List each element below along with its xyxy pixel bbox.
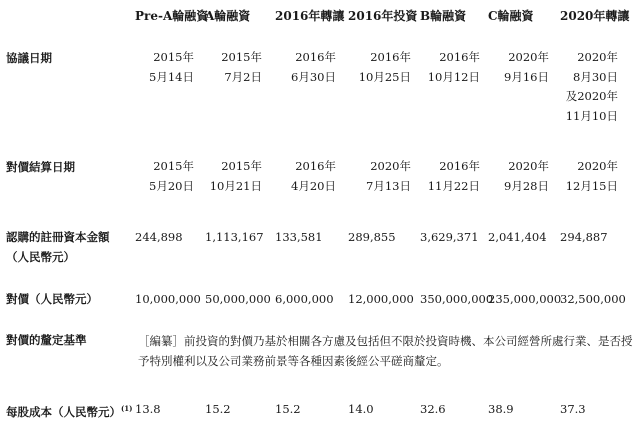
cost-per-share-pre-a: 13.8: [135, 402, 161, 416]
col-header-b: B輪融資: [420, 9, 467, 23]
col-header-2016-investment: 2016年投資: [348, 9, 418, 23]
cost-per-share-2016-transfer: 15.2: [275, 402, 301, 416]
consideration-2016-transfer: 6,000,000: [275, 292, 334, 306]
registered-capital-2020-transfer: 294,887: [560, 230, 608, 244]
registered-capital-pre-a: 244,898: [135, 230, 183, 244]
cost-per-share-a: 15.2: [205, 402, 231, 416]
consideration-c: 235,000,000: [488, 292, 562, 306]
col-header-pre-a: Pre-A輪融資: [135, 9, 209, 23]
settlement-date-b: 2016年 11月22日: [427, 159, 480, 193]
footnote-marker: (1): [121, 404, 133, 413]
consideration-2020-transfer: 32,500,000: [560, 292, 626, 306]
col-header-a: A輪融資: [205, 9, 251, 23]
agreement-date-2020-transfer: 2020年 8月30日 及2020年 11月10日: [565, 50, 618, 123]
agreement-date-a: 2015年 7月2日: [221, 50, 262, 84]
cost-per-share-b: 32.6: [420, 402, 446, 416]
col-header-2020-transfer: 2020年轉讓: [560, 9, 630, 23]
registered-capital-c: 2,041,404: [488, 230, 547, 244]
agreement-date-2016-investment: 2016年 10月25日: [358, 50, 411, 84]
cost-per-share-c: 38.9: [488, 402, 514, 416]
col-header-2016-transfer: 2016年轉讓: [275, 9, 345, 23]
consideration-a: 50,000,000: [205, 292, 271, 306]
row-label-cost-per-share: 每股成本（人民幣元）$^{(1)}$: [6, 404, 133, 419]
settlement-date-2016-investment: 2020年 7月13日: [366, 159, 411, 193]
row-label-consideration: 對價（人民幣元）: [6, 292, 98, 306]
agreement-date-b: 2016年 10月12日: [427, 50, 480, 84]
settlement-date-a: 2015年 10月21日: [209, 159, 262, 193]
row-label-settlement-date: 對價結算日期: [6, 160, 75, 174]
row-label-basis: 對價的釐定基準: [6, 333, 87, 347]
agreement-date-pre-a: 2015年 5月14日: [149, 50, 194, 84]
row-label-agreement-date: 協議日期: [6, 51, 52, 65]
col-header-c: C輪融資: [488, 9, 534, 23]
basis-text: ［編纂］前投資的對價乃基於相關各方慮及包括但不限於投資時機、本公司經營所處行業、是否授予特別權利以及公司業務前景等各種因素後經公平磋商釐定。: [138, 334, 633, 368]
consideration-b: 350,000,000: [420, 292, 494, 306]
settlement-date-c: 2020年 9月28日: [504, 159, 549, 193]
agreement-date-2016-transfer: 2016年 6月30日: [291, 50, 336, 84]
row-label-registered-capital: 認購的註冊資本金額 （人民幣元）: [6, 230, 110, 264]
registered-capital-2016-transfer: 133,581: [275, 230, 323, 244]
registered-capital-2016-investment: 289,855: [348, 230, 396, 244]
consideration-pre-a: 10,000,000: [135, 292, 201, 306]
settlement-date-2020-transfer: 2020年 12月15日: [565, 159, 618, 193]
registered-capital-b: 3,629,371: [420, 230, 479, 244]
settlement-date-pre-a: 2015年 5月20日: [149, 159, 194, 193]
registered-capital-a: 1,113,167: [205, 230, 264, 244]
cost-per-share-2016-investment: 14.0: [348, 402, 374, 416]
settlement-date-2016-transfer: 2016年 4月20日: [291, 159, 336, 193]
cost-per-share-2020-transfer: 37.3: [560, 402, 586, 416]
consideration-2016-investment: 12,000,000: [348, 292, 414, 306]
agreement-date-c: 2020年 9月16日: [504, 50, 549, 84]
